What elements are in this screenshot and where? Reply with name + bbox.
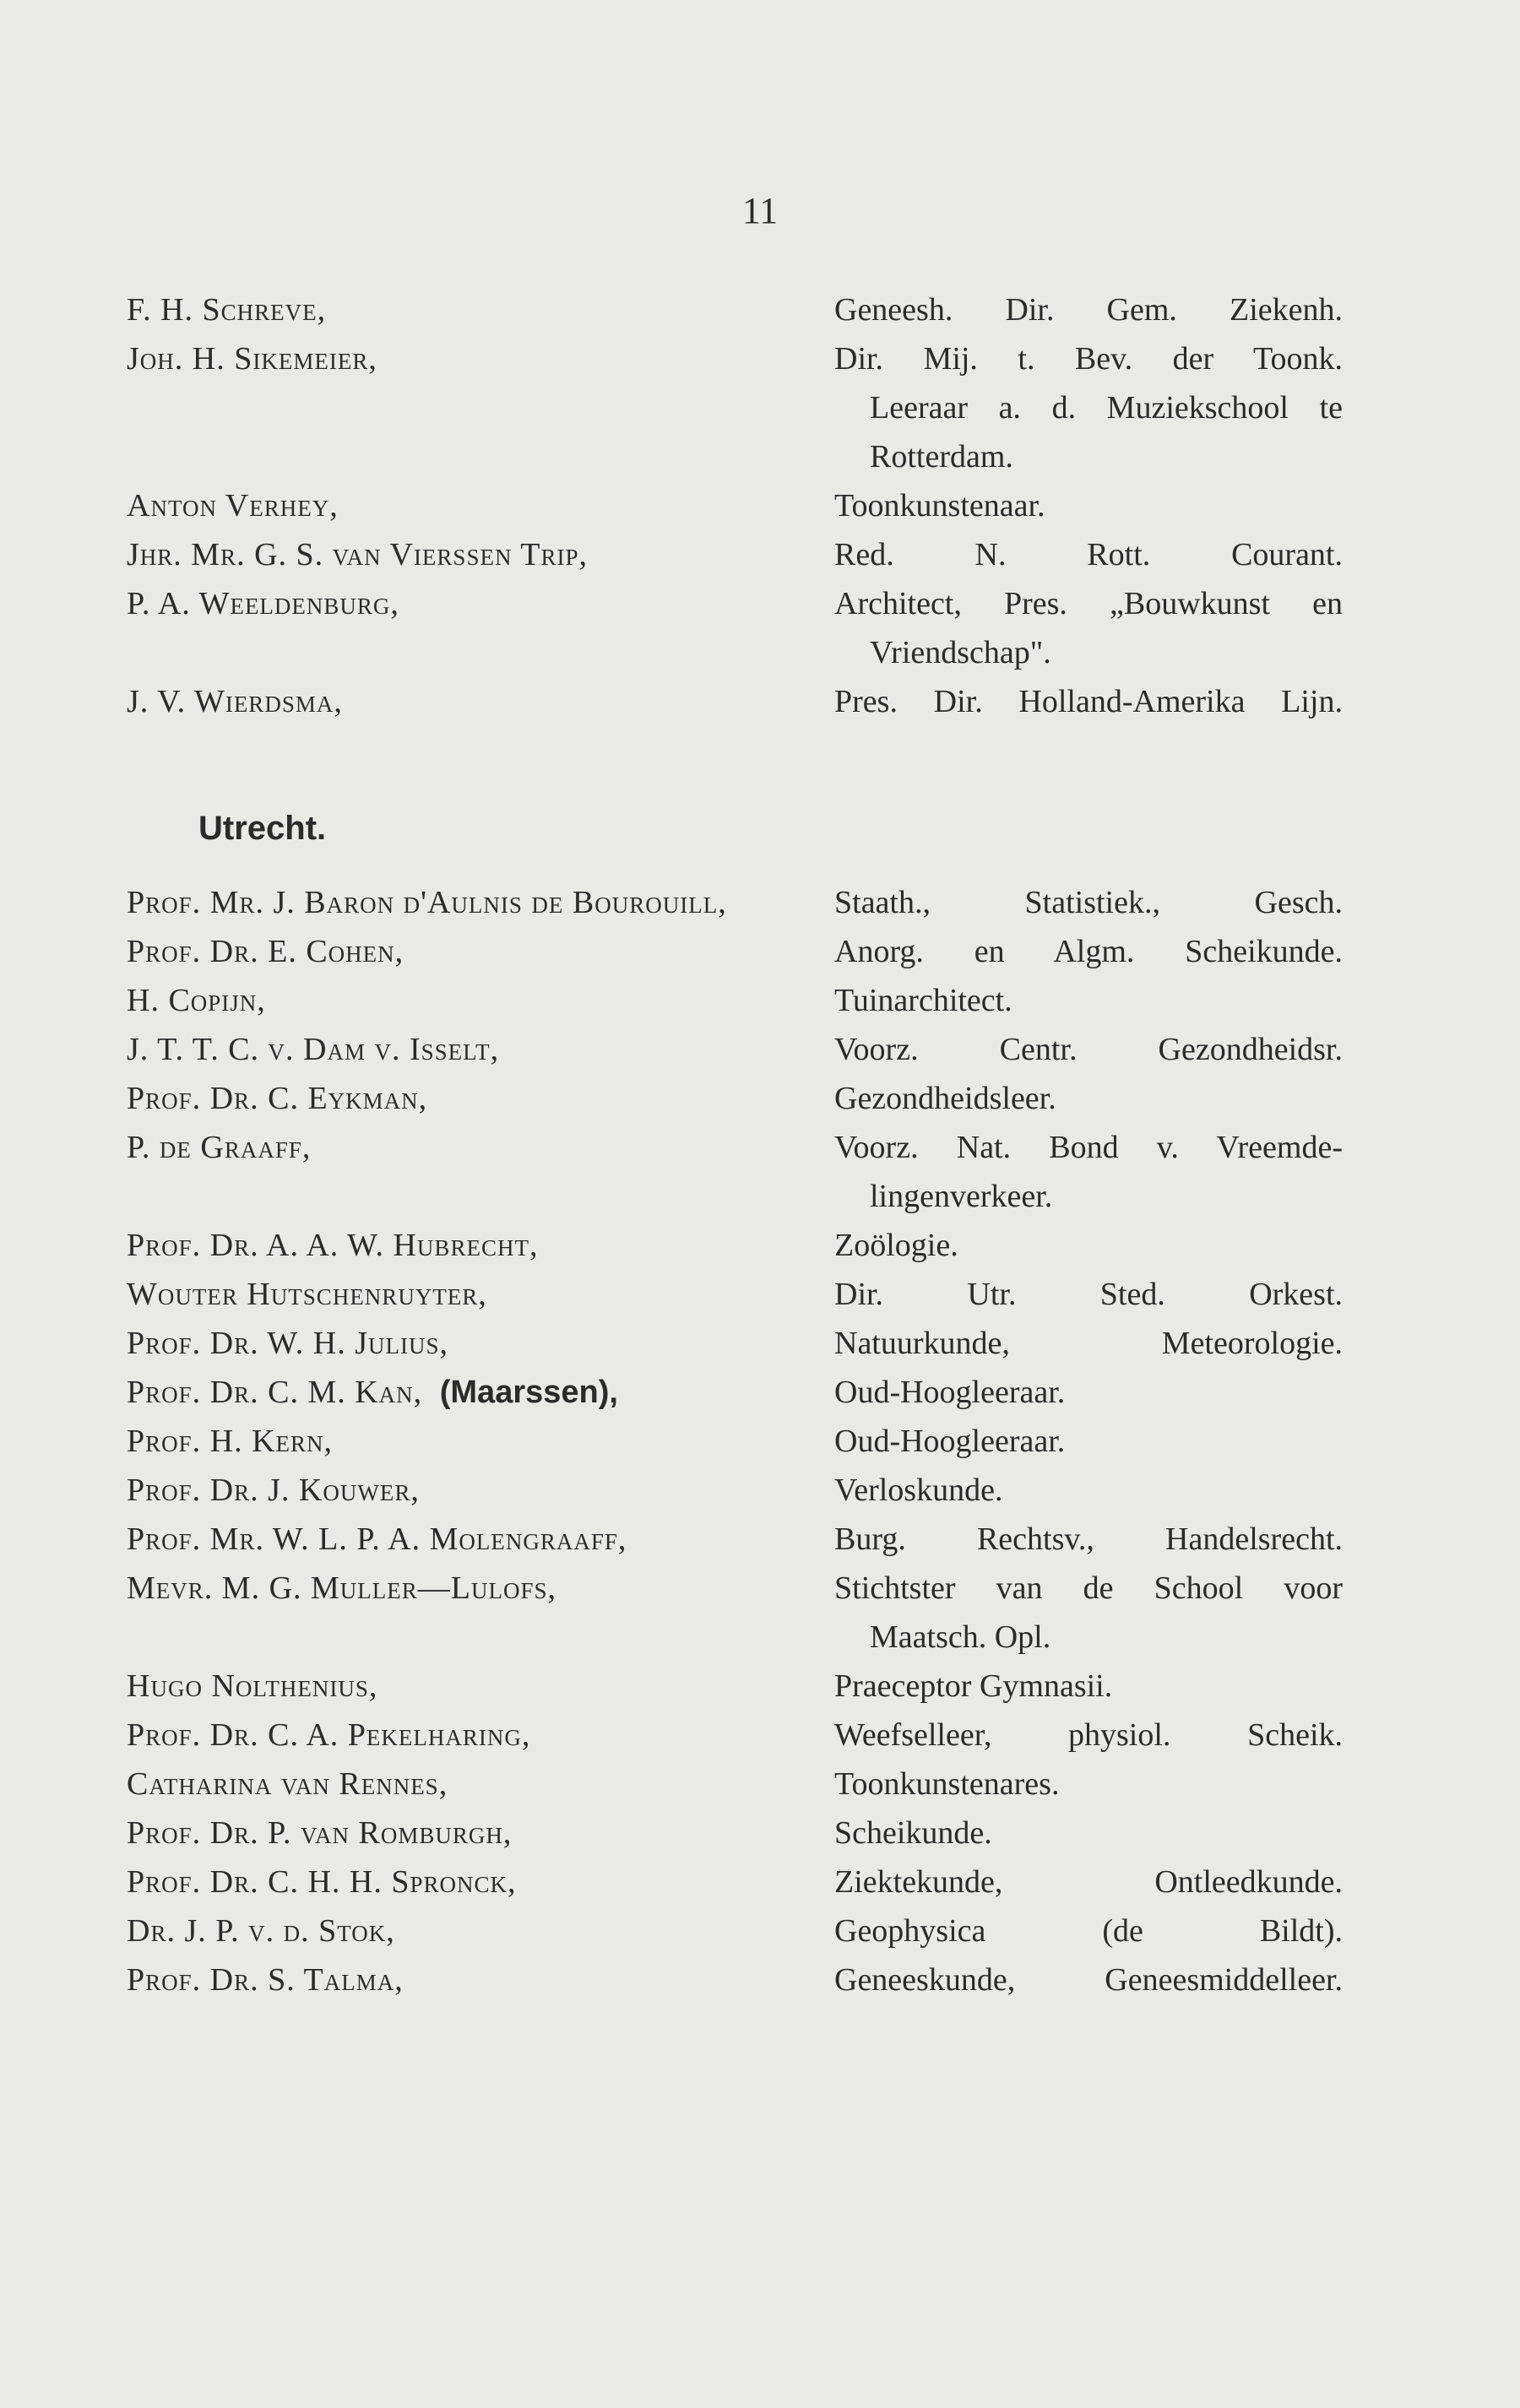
entry-row xyxy=(0,1760,1520,1809)
occupation: Toonkunstenares. xyxy=(834,1766,1060,1802)
person-name xyxy=(127,1662,377,1711)
list-entry xyxy=(0,1955,1520,2004)
occupation: Geneeskunde, Geneesmiddelleer. xyxy=(834,1962,1343,1998)
person-name-text: Prof. Dr. S. Talma, xyxy=(127,1962,404,1998)
entry-row xyxy=(0,1662,1520,1711)
person-name xyxy=(127,1711,530,1760)
occupation: Architect, Pres. „Bouwkunst en xyxy=(834,586,1343,621)
person-name xyxy=(127,1025,499,1074)
person-name-text: P. de Graaff, xyxy=(127,1130,312,1165)
list-entry xyxy=(0,1760,1520,1809)
entry-continuation-row xyxy=(0,628,1520,677)
person-name-text: Prof. Dr. E. Cohen, xyxy=(127,934,404,969)
person-name xyxy=(127,1515,627,1564)
list-entry xyxy=(0,1858,1520,1906)
person-name-text: P. A. Weeldenburg, xyxy=(127,586,399,621)
person-name-text: Prof. Mr. J. Baron d'Aulnis de Bourouill, xyxy=(127,885,727,920)
entry-row xyxy=(0,1906,1520,1955)
person-name-text: H. Copijn, xyxy=(127,983,266,1018)
entry-row xyxy=(0,1368,1520,1417)
list-entry xyxy=(0,1466,1520,1515)
occupation: Leeraar a. d. Muziekschool te xyxy=(870,390,1343,426)
person-name-text: Joh. H. Sikemeier, xyxy=(127,341,377,377)
list-entry xyxy=(0,976,1520,1025)
person-name-text: Hugo Nolthenius, xyxy=(127,1668,378,1704)
person-name xyxy=(127,1760,448,1809)
person-name-text: Prof. H. Kern, xyxy=(127,1424,334,1459)
list-entry xyxy=(0,1906,1520,1955)
section-heading-utrecht: Utrecht. xyxy=(198,810,327,847)
entry-row xyxy=(0,1319,1520,1368)
person-name-text: Prof. Dr. C. Eykman, xyxy=(127,1081,428,1116)
occupation: Zoölogie. xyxy=(834,1228,958,1263)
entry-row xyxy=(0,1711,1520,1760)
entry-row xyxy=(0,1955,1520,2004)
list-entry xyxy=(0,530,1520,579)
occupation: Voorz. Nat. Bond v. Vreemde- xyxy=(834,1130,1343,1165)
person-name xyxy=(127,878,727,927)
entry-row xyxy=(0,1074,1520,1123)
entry-row xyxy=(0,1515,1520,1564)
occupation: Gezondheidsleer. xyxy=(834,1081,1056,1116)
person-name xyxy=(127,1123,311,1172)
person-name-text: Mevr. M. G. Muller—Lulofs, xyxy=(127,1570,557,1606)
list-entry xyxy=(0,1368,1520,1417)
occupation: Praeceptor Gymnasii. xyxy=(834,1668,1113,1704)
occupation: Red. N. Rott. Courant. xyxy=(834,537,1343,572)
person-name-text: F. H. Schreve, xyxy=(127,292,327,328)
person-name-text: Prof. Dr. C. M. Kan, xyxy=(127,1375,423,1410)
entry-continuation-row xyxy=(0,1172,1520,1221)
person-name xyxy=(127,481,339,530)
person-name xyxy=(127,1955,404,2004)
occupation: Dir. Mij. t. Bev. der Toonk. xyxy=(834,341,1343,377)
occupation: Weefselleer, physiol. Scheik. xyxy=(834,1717,1343,1753)
person-name xyxy=(127,530,588,579)
person-name xyxy=(127,285,326,334)
list-entry xyxy=(0,285,1520,334)
occupation: Scheikunde. xyxy=(834,1815,992,1851)
person-location: (Maarssen), xyxy=(431,1375,618,1410)
entry-row xyxy=(0,976,1520,1025)
person-name xyxy=(127,1319,448,1368)
entry-row xyxy=(0,927,1520,976)
list-entry xyxy=(0,878,1520,927)
occupation: Vriendschap". xyxy=(870,635,1051,670)
person-name-text: Prof. Dr. W. H. Julius, xyxy=(127,1326,449,1361)
occupation: Stichtster van de School voor xyxy=(834,1570,1343,1606)
entry-row xyxy=(0,1564,1520,1613)
entry-row xyxy=(0,1466,1520,1515)
person-name-text: Wouter Hutschenruyter, xyxy=(127,1277,487,1312)
person-name-text: Prof. Mr. W. L. P. A. Molengraaff, xyxy=(127,1521,627,1557)
list-entry xyxy=(0,1221,1520,1270)
list-entry xyxy=(0,927,1520,976)
list-entry xyxy=(0,1662,1520,1711)
occupation: Geophysica (de Bildt). xyxy=(834,1913,1343,1949)
occupation: Anorg. en Algm. Scheikunde. xyxy=(834,934,1343,969)
list-entry xyxy=(0,1417,1520,1466)
person-name-text: J. T. T. C. v. Dam v. Isselt, xyxy=(127,1032,500,1067)
entry-row xyxy=(0,878,1520,927)
person-name-text: Catharina van Rennes, xyxy=(127,1766,448,1802)
person-name xyxy=(127,927,404,976)
list-entry xyxy=(0,677,1520,726)
person-name xyxy=(127,1858,517,1906)
occupation: Dir. Utr. Sted. Orkest. xyxy=(834,1277,1343,1312)
entry-row xyxy=(0,1123,1520,1172)
entry-row xyxy=(0,1221,1520,1270)
person-name xyxy=(127,1564,556,1613)
occupation: Ziektekunde, Ontleedkunde. xyxy=(834,1864,1343,1900)
person-name xyxy=(127,334,377,383)
occupation: Voorz. Centr. Gezondheidsr. xyxy=(834,1032,1343,1067)
person-name xyxy=(127,1466,420,1515)
person-name-text: Prof. Dr. J. Kouwer, xyxy=(127,1472,420,1508)
person-name xyxy=(127,1368,618,1417)
person-name xyxy=(127,579,399,628)
occupation: Verloskunde. xyxy=(834,1472,1003,1508)
occupation: Pres. Dir. Holland-Amerika Lijn. xyxy=(834,684,1343,719)
list-entry xyxy=(0,1515,1520,1564)
occupation: Rotterdam. xyxy=(870,439,1013,475)
list-entry xyxy=(0,481,1520,530)
page-number: 11 xyxy=(741,190,779,231)
entry-row xyxy=(0,1025,1520,1074)
entry-row xyxy=(0,334,1520,383)
entry-row xyxy=(0,1858,1520,1906)
person-name-text: Anton Verhey, xyxy=(127,488,339,523)
list-entry xyxy=(0,1564,1520,1662)
person-name xyxy=(127,1809,512,1858)
list-entry xyxy=(0,334,1520,481)
section-rotterdam-list xyxy=(0,285,1520,726)
person-name xyxy=(127,1906,395,1955)
entry-continuation-row xyxy=(0,383,1520,432)
person-name xyxy=(127,1270,487,1319)
list-entry xyxy=(0,1270,1520,1319)
entry-continuation-row xyxy=(0,1613,1520,1662)
person-name-text: Jhr. Mr. G. S. van Vierssen Trip, xyxy=(127,537,588,572)
occupation: Staath., Statistiek., Gesch. xyxy=(834,885,1343,920)
person-name-text: Prof. Dr. P. van Romburgh, xyxy=(127,1815,513,1851)
list-entry xyxy=(0,1025,1520,1074)
person-name-text: Prof. Dr. C. A. Pekelharing, xyxy=(127,1717,531,1753)
occupation: Oud-Hoogleeraar. xyxy=(834,1375,1066,1410)
list-entry xyxy=(0,1711,1520,1760)
occupation: lingenverkeer. xyxy=(870,1179,1053,1214)
list-entry xyxy=(0,1074,1520,1123)
person-name xyxy=(127,677,343,726)
entry-row xyxy=(0,1417,1520,1466)
entry-row xyxy=(0,285,1520,334)
person-name xyxy=(127,1417,333,1466)
entry-continuation-row xyxy=(0,432,1520,481)
entry-row xyxy=(0,1270,1520,1319)
person-name-text: Prof. Dr. A. A. W. Hubrecht, xyxy=(127,1228,539,1263)
occupation: Toonkunstenaar. xyxy=(834,488,1045,523)
list-entry xyxy=(0,1809,1520,1858)
person-name xyxy=(127,1074,427,1123)
person-name-text: J. V. Wierdsma, xyxy=(127,684,343,719)
list-entry xyxy=(0,1319,1520,1368)
occupation: Maatsch. Opl. xyxy=(870,1619,1051,1655)
person-name xyxy=(127,976,266,1025)
occupation: Burg. Rechtsv., Handelsrecht. xyxy=(834,1521,1343,1557)
section-utrecht-list xyxy=(0,878,1520,2004)
list-entry xyxy=(0,579,1520,677)
occupation: Geneesh. Dir. Gem. Ziekenh. xyxy=(834,292,1343,328)
occupation: Natuurkunde, Meteorologie. xyxy=(834,1326,1343,1361)
occupation: Tuinarchitect. xyxy=(834,983,1012,1018)
person-name-text: Prof. Dr. C. H. H. Spronck, xyxy=(127,1864,517,1900)
person-name xyxy=(127,1221,538,1270)
entry-row xyxy=(0,1809,1520,1858)
entry-row xyxy=(0,481,1520,530)
person-name-text: Dr. J. P. v. d. Stok, xyxy=(127,1913,395,1949)
entry-row xyxy=(0,530,1520,579)
entry-row xyxy=(0,579,1520,628)
occupation: Oud-Hoogleeraar. xyxy=(834,1424,1066,1459)
list-entry xyxy=(0,1123,1520,1221)
entry-row xyxy=(0,677,1520,726)
